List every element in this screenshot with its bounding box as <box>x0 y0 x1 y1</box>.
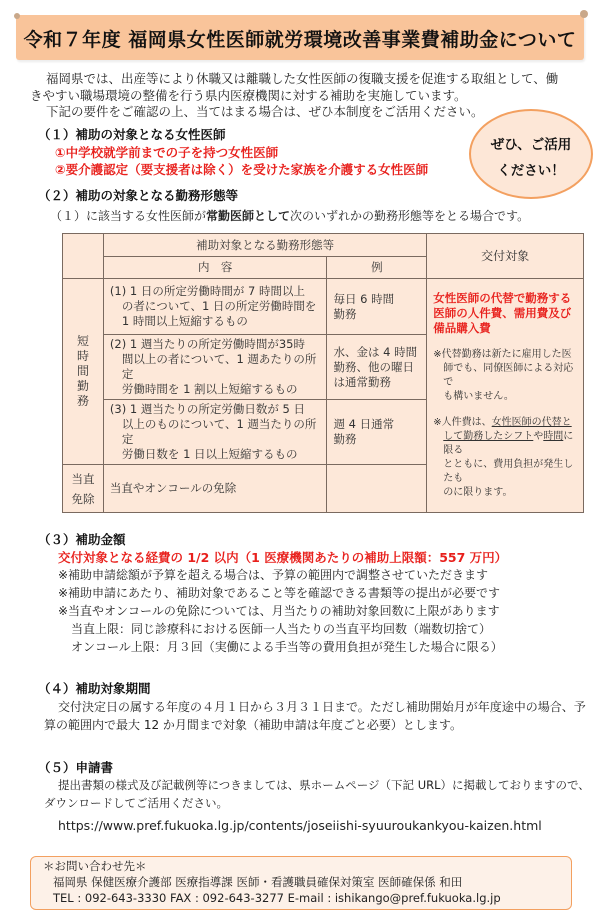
contact-tel-fax-email: TEL : 092-643-3330 FAX : 092-643-3277 E-mail : ishikango@pref.fukuoka.lg.jp <box>53 891 501 905</box>
note2-part-f: に限る <box>443 431 574 456</box>
row3-content-line-2: 以上のものについて、1 週当たりの所定 <box>121 417 317 446</box>
row1-content-line-2: の者について、1 日の所定労働時間を <box>121 299 317 313</box>
target-red-line-1: 女性医師の代替で勤務する <box>433 291 572 305</box>
row3-content-line-1: (3) 1 週当たりの所定労働日数が 5 日 <box>109 402 305 416</box>
duty-content: 当直やオンコールの免除 <box>103 465 327 513</box>
target-cell <box>427 279 584 513</box>
duty-example <box>327 465 427 513</box>
table-header-content: 内 容 <box>103 257 327 279</box>
contact-organization: 福岡県 保健医療介護部 医療指導課 医師・看護職員確保対策室 医師確保係 和田 <box>53 875 463 889</box>
section4-line-2: 算の範囲内で最大 12 か月間まで対象（補助申請は年度ごと必要）とします。 <box>44 718 462 732</box>
table-header-group: 補助対象となる勤務形態等 <box>103 234 426 257</box>
intro-line-3: 下記の要件をご確認の上、当てはまる場合は、ぜひ本制度をご活用ください。 <box>46 104 484 119</box>
section3-heading: （３）補助金額 <box>38 532 126 547</box>
table-header-target: 交付対象 <box>427 234 584 279</box>
row2-content-line-2: 間以上の者について、1 週あたりの所定 <box>121 352 317 381</box>
title-banner <box>16 15 584 60</box>
group-short-hours <box>63 279 104 465</box>
section1-heading: （１）補助の対象となる女性医師 <box>38 127 226 142</box>
row3-content <box>103 400 327 465</box>
row1-example <box>327 279 427 335</box>
contact-box <box>30 856 572 910</box>
row1-content-line-3: 1 時間以上短縮するもの <box>121 314 248 328</box>
section5-line-2: ダウンロードしてご活用ください。 <box>44 796 228 810</box>
row1-example-line-1: 毎日 6 時間 <box>333 291 395 306</box>
work-style-table <box>62 233 584 513</box>
section2-desc-bold: 常勤医師として <box>206 209 291 223</box>
page-title: 令和７年度 福岡県女性医師就労環境改善事業費補助金について <box>23 29 577 51</box>
group-short-char-2: 時 <box>76 349 89 363</box>
section4-line-1: 交付決定日の属する年度の４月１日から３月３１日まで。ただし補助開始月が年度途中の場合、予 <box>58 700 586 714</box>
group-duty-line-2: 免除 <box>71 491 95 506</box>
section3-note-4: 当直上限：同じ診療科における医師一人当たりの当直平均回数（端数切捨て） <box>71 622 492 636</box>
row1-example-line-2: 勤務 <box>333 306 357 321</box>
row3-example-line-1: 週 4 日通常 <box>333 417 395 431</box>
note2-line-3: とともに、費用負担が発生したも <box>443 459 574 484</box>
section3-amount: 交付対象となる経費の 1/2 以内（1 医療機関あたりの補助上限額：557 万円） <box>58 550 508 565</box>
row3-content-line-3: 労働日数を 1 日以上短縮するもの <box>121 447 298 461</box>
section4-heading: （４）補助対象期間 <box>38 681 151 696</box>
row2-example <box>327 335 427 400</box>
row2-example-line-2: 勤務、他の曜日 <box>333 359 414 374</box>
row1-content-line-1: (1) 1 日の所定労働時間が 7 時間以上 <box>109 284 305 298</box>
section2-heading: （２）補助の対象となる勤務形態等 <box>38 188 239 203</box>
row2-content <box>103 335 327 400</box>
section2-desc-post: 次のいずれかの勤務形態等をとる場合です。 <box>290 209 530 223</box>
group-short-char-5: 務 <box>76 394 89 408</box>
target-red-line-2: 医師の人件費、需用費及び <box>433 306 572 320</box>
homepage-url-link[interactable]: https://www.pref.fukuoka.lg.jp/contents/joseiishi-syuuroukankyou-kaizen.html <box>58 818 542 833</box>
note2-part-b: 女性医師の代替と <box>491 417 572 428</box>
group-duty-exemption <box>63 465 104 513</box>
row2-content-line-1: (2) 1 週当たりの所定労働時間が35時 <box>109 337 305 351</box>
row2-content-line-3: 労働時間を 1 割以上短縮するもの <box>121 382 298 396</box>
row3-example <box>327 400 427 465</box>
section5-line-1: 提出書類の様式及び記載例等につきましては、県ホームページ（下記 URL）に掲載しておりますので、 <box>58 778 590 792</box>
section3-note-1: ※補助申請総額が予算を超える場合は、予算の範囲内で調整させていただきます <box>58 568 489 582</box>
note1-line-3: も構いません。 <box>443 391 514 402</box>
section5-heading: （５）申請書 <box>38 760 114 775</box>
target-red-line-3: 備品購入費 <box>433 321 491 335</box>
note2-line-2 <box>433 430 577 458</box>
bubble-line-1: ぜひ、ご活用 <box>490 137 572 153</box>
intro-line-2: きやすい職場環境の整備を行う県内医療機関に対する補助を実施しています。 <box>30 88 467 103</box>
section1-item-1: ①中学校就学前までの子を持つ女性医師 <box>55 145 279 160</box>
note2-part-c: して勤務したシフト <box>443 431 534 442</box>
row2-example-line-1: 水、金は 4 時間 <box>333 344 418 359</box>
intro-line-1: 福岡県では、出産等により休職又は離職した女性医師の復職支援を促進する取組として、働 <box>46 71 559 86</box>
note2-line-4: のに限ります。 <box>443 487 513 498</box>
note2-part-a: ※人件費は、 <box>433 417 492 428</box>
note1-line-1: ※代替勤務は新たに雇用した医 <box>433 349 572 360</box>
callout-bubble <box>469 109 593 199</box>
row3-example-line-2: 勤務 <box>333 432 357 446</box>
contact-label: ＊お問い合わせ先＊ <box>43 859 147 873</box>
group-short-char-3: 間 <box>76 364 89 378</box>
section3-note-5: オンコール上限：月３回（実働による手当等の費用負担が発生した場合に限る） <box>71 640 503 654</box>
note1-line-2: 師でも、同僚医師による対応で <box>443 363 574 388</box>
note2-part-d: や <box>533 431 544 442</box>
group-short-char-1: 短 <box>76 334 89 348</box>
section3-note-2: ※補助申請にあたり、補助対象であること等を確認できる書類等の提出が必要です <box>58 586 501 600</box>
group-short-char-4: 勤 <box>76 379 89 393</box>
section1-item-2: ②要介護認定（要支援者は除く）を受けた家族を介護する女性医師 <box>55 162 429 177</box>
row1-content <box>103 279 327 335</box>
table-corner-cell <box>63 234 104 279</box>
group-duty-line-1: 当直 <box>71 471 95 486</box>
row2-example-line-3: は通常勤務 <box>333 374 391 389</box>
bubble-line-2: ください！ <box>497 163 565 179</box>
section2-description <box>50 207 529 224</box>
section2-desc-pre: （１）に該当する女性医師が <box>50 209 207 223</box>
note2-line-1 <box>433 416 577 430</box>
note2-part-e: 時間 <box>543 431 564 442</box>
table-header-example: 例 <box>327 257 427 279</box>
section3-note-3: ※当直やオンコールの免除については、月当たりの補助対象回数に上限があります <box>58 604 500 618</box>
